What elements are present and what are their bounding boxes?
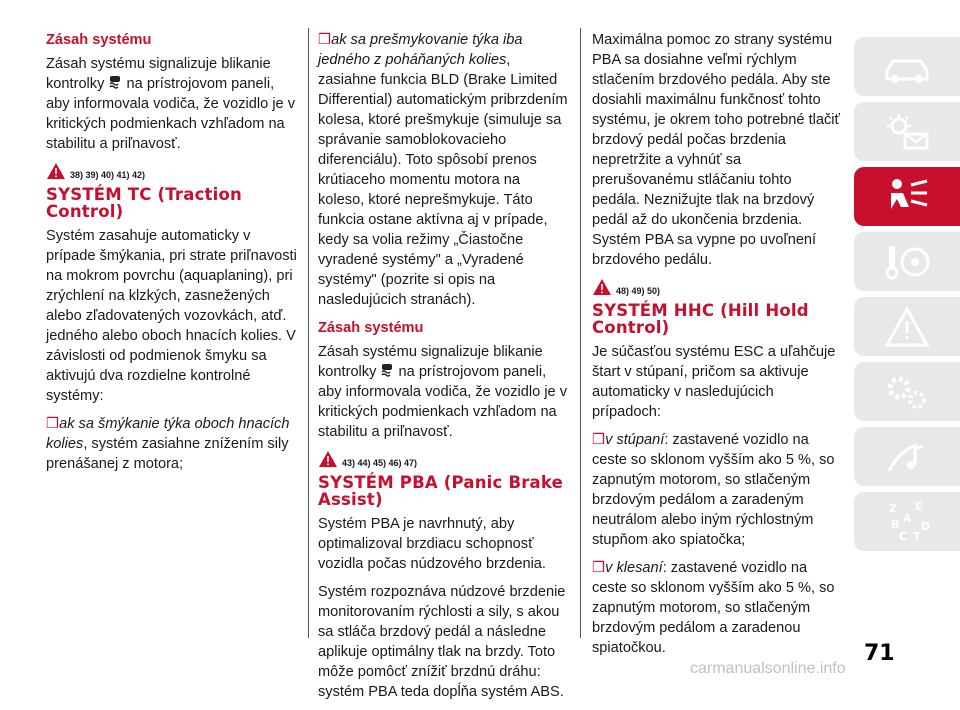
warning-reference: [318, 450, 570, 468]
tab-key-steering[interactable]: [854, 232, 960, 291]
column-3: [592, 30, 842, 666]
paragraph: Systém rozpoznáva núdzové brzdenie monitorovaním rýchlosti a sily, s akou sa stláča brzdový pedál a následne aplikuje optimálny tlak na brzdy. Toto môže pomôcť znížiť brzdnú dráhu: systém PBA teda dopĺňa systém ABS.: [318, 584, 566, 700]
warning-reference: [46, 162, 298, 180]
index-letter: E: [915, 499, 923, 513]
warning-lights-icon: [881, 110, 933, 154]
paragraph: [46, 54, 298, 154]
index-letter: C: [899, 529, 908, 543]
bullet: ❒: [46, 416, 60, 432]
warning-refs: 48) 49) 50): [616, 286, 661, 296]
tab-multimedia[interactable]: [854, 427, 960, 486]
tab-airbag-safety[interactable]: [854, 167, 960, 226]
index-letters-icon: [881, 500, 933, 544]
text: : zastavené vozidlo na ceste so sklonom vyšším ako 5 %, so zapnutým motorom, so stlačeným brzdovým pedálom a zaradenou spiatočkou.: [592, 560, 835, 656]
paragraph: [318, 342, 570, 442]
tab-index[interactable]: [854, 492, 960, 551]
column-divider: [308, 28, 309, 638]
paragraph: Systém PBA sa vypne po uvoľnení brzdového pedálu.: [592, 232, 817, 268]
text: v stúpaní: [605, 432, 665, 448]
multimedia-icon: [881, 435, 933, 479]
bullet-item: [592, 430, 842, 550]
column-2: [318, 30, 570, 710]
text: ak sa šmýkanie týka oboch hnacích kolies: [46, 416, 290, 452]
text: v klesaní: [605, 560, 663, 576]
warning-reference: [592, 278, 842, 296]
text: : zastavené vozidlo na ceste so sklonom vyšším ako 5 %, so zapnutým motorom, so stlačeným brzdovým pedálom a zaradeným neutrálom alebo iným rýchlostným stupňom ako spiatočka;: [592, 432, 835, 548]
index-letter: A: [903, 511, 912, 525]
text: ak sa prešmykovanie týka iba jedného z poháňaných kolies: [318, 32, 523, 68]
warning-triangle-icon: [592, 278, 612, 296]
bullet: ❒: [592, 560, 606, 576]
page-number: 71: [864, 641, 895, 666]
warning-triangle-icon: [881, 305, 933, 349]
text: Zásah systému signalizuje blikanie kontrolky: [46, 56, 271, 92]
text: na prístrojovom paneli, aby informovala vodiča, že vozidlo je v kritických podmienkach vzhľadom na stabilitu a priľnavosť.: [46, 76, 296, 152]
airbag-safety-icon: [881, 175, 933, 219]
section-heading: Zásah systému: [318, 320, 424, 336]
column-divider: [580, 28, 581, 638]
warning-refs: 43) 44) 45) 46) 47): [342, 458, 418, 468]
key-steering-icon: [881, 240, 933, 284]
esc-warning-icon: [380, 363, 394, 377]
bullet-item: [318, 30, 570, 310]
paragraph: Systém zasahuje automaticky v prípade šmýkania, pri strate priľnavosti na mokrom povrchu (aquaplaning), pri zrýchlení na klzkých, zasnežených alebo zľadovatených vozovkách, atď. jedného alebo oboch hnacích kolies. V závislosti od podmienok šmyku sa aktivujú dva rozdielne kontrolné systémy:: [46, 228, 297, 404]
bullet-item: [46, 414, 298, 474]
warning-triangle-icon: [46, 162, 66, 180]
tab-maintenance[interactable]: [854, 362, 960, 421]
maintenance-gears-icon: [881, 370, 933, 414]
section-title: SYSTÉM TC (Traction Control): [46, 185, 242, 221]
index-letter: B: [891, 517, 900, 531]
bullet: ❒: [592, 432, 606, 448]
warning-triangle-icon: [318, 450, 338, 468]
section-title: SYSTÉM PBA (Panic Brake Assist): [318, 473, 564, 509]
index-letter: D: [921, 519, 931, 533]
tab-car-overview[interactable]: [854, 37, 960, 96]
index-letter: Z: [889, 501, 897, 515]
esc-warning-icon: [108, 75, 122, 89]
index-letter: T: [913, 529, 921, 543]
text: , zasiahne funkcia BLD (Brake Limited Differential) automatickým pribrzdením kolesa, ktoré prešmykuje (simuluje sa správanie samoblokovacieho diferenciálu). Toto spôsobí prenos krútiaceho momentu motora na koleso, ktoré neprešmykuje. Táto funkcia ostane aktívna aj v prípade, kedy sa volia režimy „Čiastočne vyradené systémy" a „Vyradené systémy" (pozrite si opis na nasledujúcich stranách).: [318, 52, 568, 308]
text: Zásah systému signalizuje blikanie kontrolky: [318, 344, 543, 380]
car-overview-icon: [881, 45, 933, 89]
tab-emergency[interactable]: [854, 297, 960, 356]
paragraph: Systém PBA je navrhnutý, aby optimalizoval brzdiacu schopnosť vozidla počas núdzového brzdenia.: [318, 516, 546, 572]
section-heading: Zásah systému: [46, 32, 152, 48]
paragraph: Je súčasťou systému ESC a uľahčuje štart v stúpaní, pričom sa aktivuje automaticky v nasledujúcich prípadoch:: [592, 344, 836, 420]
text: na prístrojovom paneli, aby informovala vodiča, že vozidlo je v kritických podmienkach vzhľadom na stabilitu a priľnavosť.: [318, 364, 568, 440]
bullet-item: [592, 558, 842, 658]
svg-text:ZEBACTD: [889, 500, 930, 543]
bullet: ❒: [318, 32, 332, 48]
text: , systém zasiahne znížením sily prenášanej z motora;: [46, 436, 289, 472]
column-1: [46, 30, 298, 482]
warning-refs: 38) 39) 40) 41) 42): [70, 170, 146, 180]
paragraph: Maximálna pomoc zo strany systému PBA sa dosiahne veľmi rýchlym stlačením brzdového pedála. Aby ste dosiahli maximálnu funkčnosť tohto systému, je okrem toho potrebné tlačiť brzdový pedál počas brzdenia nepretržite a vyhnúť sa prerušovanému stláčaniu tohto pedála. Neznižujte tlak na brzdový pedál až do ukončenia brzdenia.: [592, 32, 841, 228]
watermark: carmanualsonline.info: [690, 660, 846, 677]
tab-warning-lights[interactable]: [854, 102, 960, 161]
section-title: SYSTÉM HHC (Hill Hold Control): [592, 301, 809, 337]
